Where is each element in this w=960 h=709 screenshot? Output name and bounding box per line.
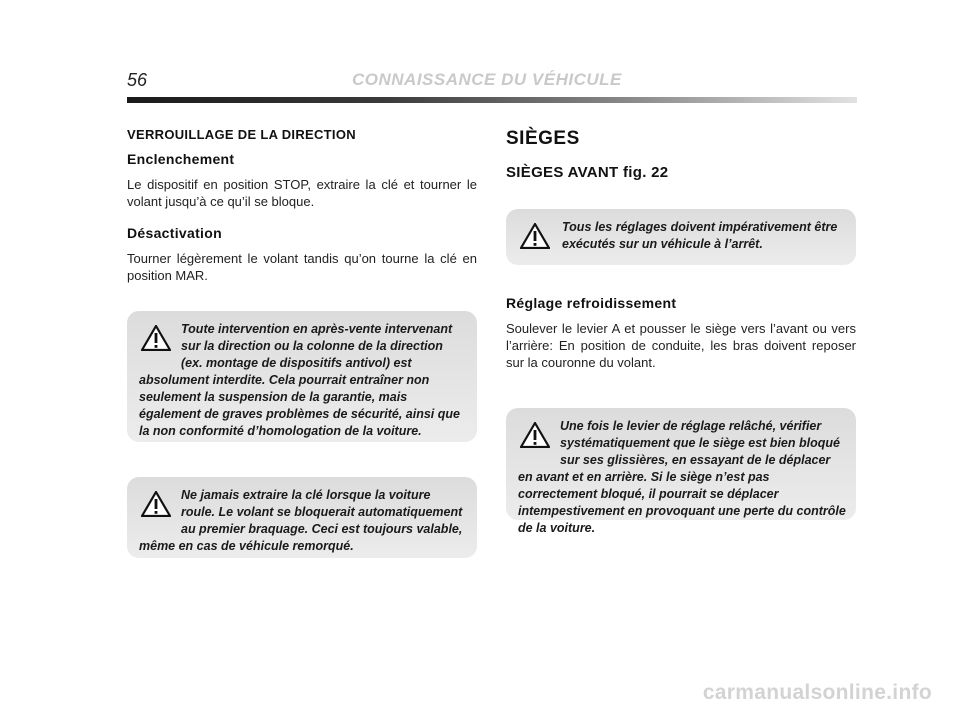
warning-text-adjust-stationary: Tous les réglages doivent impérativement être exécutés sur un véhicule à l’arrêt. <box>562 220 838 251</box>
warning-box-seat-lock <box>506 408 856 535</box>
engage-heading: Enclenchement <box>127 151 235 167</box>
warning-text-key-removal-content: Ne jamais extraire la clé lorsque la voiture roule. Le volant se bloquerait automatiquement au premier braquage. Ceci est toujours valable, même en cas de véhicule remorqué. <box>139 488 463 553</box>
warning-text-seat-lock-content: Une fois le levier de réglage relâché, vérifier systématiquement que le siège est bien bloqué sur ses glissières, en essayant de le déplacer en avant et en arrière. Si le siège n’est pas correctement bloqué, il pourrait se déplacer intempestivement en provoquant une perte du contrôle de la voiture. <box>518 419 846 535</box>
section-title: CONNAISSANCE DU VÉHICULE <box>352 70 622 89</box>
header-rule <box>127 97 857 103</box>
warning-triangle-icon <box>520 223 550 249</box>
steering-lock-title: VERROUILLAGE DE LA DIRECTION <box>127 127 356 142</box>
adjust-heading: Réglage refroidissement <box>506 295 677 311</box>
disengage-heading: Désactivation <box>127 225 222 241</box>
watermark: carmanualsonline.info <box>702 681 932 704</box>
page-number: 56 <box>127 70 148 90</box>
front-seats-subtitle: SIÈGES AVANT fig. 22 <box>506 164 669 181</box>
warning-text-steering-tamper-content: Toute intervention en après-vente intervenant sur la direction ou la colonne de la direction (ex. montage de dispositifs antivol) est absolument interdite. Cela pourrait entraîner non seulement la suspension de la garantie, mais également de graves problèmes de sécurité, ainsi que la non conformité d’homologation de la voiture. <box>139 322 460 438</box>
warning-text-steering-tamper <box>139 321 465 440</box>
disengage-text: Tourner légèrement le volant tandis qu’on tourne la clé en position MAR. <box>127 251 477 283</box>
warning-text-key-removal <box>139 487 465 555</box>
seats-title: SIÈGES <box>506 128 580 149</box>
warning-box-steering-tamper <box>127 311 477 442</box>
engage-text: Le dispositif en position STOP, extraire la clé et tourner le volant jusqu’à ce qu’il se bloque. <box>127 177 477 209</box>
adjust-text: Soulever le levier A et pousser le siège vers l’avant ou vers l’arrière: En position de conduite, les bras doivent reposer sur la couronne du volant. <box>506 321 856 370</box>
warning-box-key-removal <box>127 477 477 558</box>
warning-text-seat-lock <box>518 418 846 537</box>
warning-box-adjust-stationary <box>506 209 856 265</box>
